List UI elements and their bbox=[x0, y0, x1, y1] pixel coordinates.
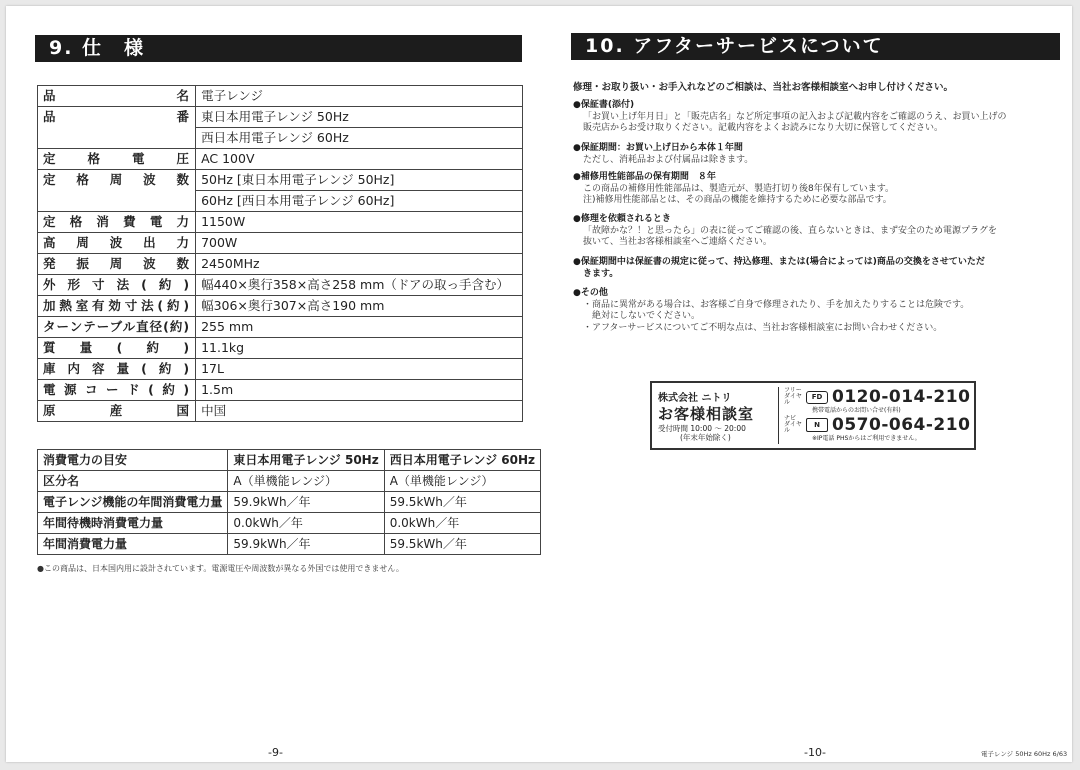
spec-row bbox=[38, 191, 523, 212]
service-section bbox=[573, 288, 1053, 334]
power-cell: A（単機能レンジ） bbox=[384, 471, 540, 492]
service-section-line: この商品の補修用性能部品は、製造元が、製造打切り後8年保有しています。 bbox=[583, 183, 895, 194]
spec-label bbox=[38, 128, 196, 149]
customer-desk-title: お客様相談室 bbox=[658, 405, 755, 423]
page-number-left: -9- bbox=[268, 746, 283, 759]
spec-value: 電子レンジ bbox=[196, 86, 523, 107]
spec-label: 加熱室有効寸法(約) bbox=[38, 296, 196, 317]
service-section-title: ●補修用性能部品の保有期間 ８年 bbox=[573, 172, 716, 182]
power-header-cell: 消費電力の目安 bbox=[38, 450, 228, 471]
after-service-heading: 10. アフターサービスについて bbox=[571, 33, 1060, 60]
spec-label: 庫内容量(約) bbox=[38, 359, 196, 380]
service-section-line: ・商品に異常がある場合は、お客様ご自身で修理されたり、手を加えたりすることは危険です。 bbox=[583, 299, 970, 310]
power-cell: 59.5kWh／年 bbox=[384, 534, 540, 555]
spec-label: 高周波出力 bbox=[38, 233, 196, 254]
company-name: 株式会社 ニトリ bbox=[658, 393, 732, 404]
spec-row bbox=[38, 149, 523, 170]
spec-label: 原産国 bbox=[38, 401, 196, 422]
manual-spread bbox=[6, 6, 1072, 762]
spec-value: 1150W bbox=[196, 212, 523, 233]
freedial-number: 0120-014-210 bbox=[832, 387, 971, 407]
navidial-icon: N bbox=[806, 418, 828, 432]
spec-row bbox=[38, 359, 523, 380]
spec-row bbox=[38, 233, 523, 254]
spec-value: 東日本用電子レンジ 50Hz bbox=[196, 107, 523, 128]
service-section bbox=[573, 257, 1053, 280]
spec-value: 1.5m bbox=[196, 380, 523, 401]
power-row bbox=[38, 471, 541, 492]
power-row bbox=[38, 513, 541, 534]
power-header-cell: 西日本用電子レンジ 60Hz bbox=[384, 450, 540, 471]
power-consumption-table bbox=[37, 449, 541, 555]
after-service-intro: 修理・お取り扱い・お手入れなどのご相談は、当社お客様相談室へお申し付けください。 bbox=[573, 82, 954, 93]
power-cell: 年間消費電力量 bbox=[38, 534, 228, 555]
spec-row bbox=[38, 107, 523, 128]
spec-row bbox=[38, 338, 523, 359]
spec-value: 中国 bbox=[196, 401, 523, 422]
spec-label: 品名 bbox=[38, 86, 196, 107]
freedial-icon: FD bbox=[806, 391, 828, 404]
service-section-title: ●保証書(添付) bbox=[573, 100, 635, 110]
service-section-line: ・アフターサービスについてご不明な点は、当社お客様相談室にお問い合わせください。 bbox=[583, 322, 943, 333]
spec-row bbox=[38, 275, 523, 296]
service-section-title: ●修理を依頼されるとき bbox=[573, 214, 671, 224]
spec-row bbox=[38, 317, 523, 338]
spec-value: 700W bbox=[196, 233, 523, 254]
service-section-title: ●その他 bbox=[573, 288, 608, 298]
service-section-title: ●保証期間中は保証書の規定に従って、持込修理、または(場合によっては)商品の交換をさせていただ bbox=[573, 257, 985, 267]
spec-row bbox=[38, 380, 523, 401]
service-section-line: 絶対にしないでください。 bbox=[583, 311, 701, 321]
service-section-title: ●保証期間：お買い上げ日から本体１年間 bbox=[573, 143, 743, 153]
spec-value: 西日本用電子レンジ 60Hz bbox=[196, 128, 523, 149]
power-cell: 区分名 bbox=[38, 471, 228, 492]
power-cell: 電子レンジ機能の年間消費電力量 bbox=[38, 492, 228, 513]
power-header-row bbox=[38, 450, 541, 471]
page-number-right: -10- bbox=[804, 746, 826, 759]
spec-table bbox=[37, 85, 523, 422]
power-cell: 0.0kWh／年 bbox=[228, 513, 384, 534]
document-footer: 電子レンジ 50Hz 60Hz 6/63 bbox=[981, 750, 1068, 758]
spec-row bbox=[38, 254, 523, 275]
power-row bbox=[38, 492, 541, 513]
spec-value: AC 100V bbox=[196, 149, 523, 170]
power-cell: 年間待機時消費電力量 bbox=[38, 513, 228, 534]
spec-row bbox=[38, 212, 523, 233]
hours-note: (年末年始除く) bbox=[680, 433, 731, 442]
power-row bbox=[38, 534, 541, 555]
service-section bbox=[573, 143, 1053, 166]
spec-value: 幅440×奥行358×高さ258 mm（ドアの取っ手含む） bbox=[196, 275, 523, 296]
spec-label: ターンテーブル直径(約) bbox=[38, 317, 196, 338]
power-cell: 59.9kWh／年 bbox=[228, 492, 384, 513]
navidial-label: ナビダイヤル bbox=[784, 415, 802, 434]
power-cell: 59.5kWh／年 bbox=[384, 492, 540, 513]
spec-value: 11.1kg bbox=[196, 338, 523, 359]
spec-label: 外形寸法(約) bbox=[38, 275, 196, 296]
spec-label: 質量(約) bbox=[38, 338, 196, 359]
spec-row bbox=[38, 86, 523, 107]
spec-label: 定格消費電力 bbox=[38, 212, 196, 233]
spec-heading: 9. 仕 様 bbox=[35, 35, 522, 62]
spec-value: 50Hz [東日本用電子レンジ 50Hz] bbox=[196, 170, 523, 191]
spec-value: 17L bbox=[196, 359, 523, 380]
power-cell: A（単機能レンジ） bbox=[228, 471, 384, 492]
mobile-note: 携帯電話からのお問い合せ(有料) bbox=[812, 407, 901, 414]
service-section bbox=[573, 172, 1053, 207]
freedial-label: フリーダイヤル bbox=[784, 387, 802, 406]
spec-label: 品番 bbox=[38, 107, 196, 128]
spec-value: 2450MHz bbox=[196, 254, 523, 275]
domestic-use-note: ●この商品は、日本国内用に設計されています。電源電圧や周波数が異なる外国では使用できません。 bbox=[37, 564, 404, 573]
spec-label bbox=[38, 191, 196, 212]
contact-box bbox=[650, 381, 976, 450]
service-section-line: きます。 bbox=[583, 268, 619, 279]
spec-row bbox=[38, 170, 523, 191]
spec-value: 60Hz [西日本用電子レンジ 60Hz] bbox=[196, 191, 523, 212]
service-section-line: 「お買い上げ年月日」と「販売店名」など所定事項の記入および記載内容をご確認のうえ、お買い上げの bbox=[583, 111, 1007, 122]
contact-divider bbox=[778, 387, 779, 444]
spec-value: 255 mm bbox=[196, 317, 523, 338]
power-header-cell: 東日本用電子レンジ 50Hz bbox=[228, 450, 384, 471]
ip-phone-note: ※IP電話 PHSからはご利用できません。 bbox=[812, 435, 921, 442]
reception-hours: 受付時間 10:00 〜 20:00 bbox=[658, 424, 746, 433]
spec-row bbox=[38, 401, 523, 422]
service-section-line: 販売店からお受け取りください。記載内容をよくお読みになり大切に保管してください。 bbox=[583, 123, 944, 133]
power-cell: 59.9kWh／年 bbox=[228, 534, 384, 555]
service-section-line: 「故障かな？！と思ったら」の表に従ってご確認の後、直らないときは、まず安全のため電源プラグを bbox=[583, 225, 998, 236]
spec-label: 定格周波数 bbox=[38, 170, 196, 191]
service-section-line: 注)補修用性能部品とは、その商品の機能を維持するために必要な部品です。 bbox=[583, 195, 892, 205]
service-section-line: 抜いて、当社お客様相談室へご連絡ください。 bbox=[583, 237, 772, 247]
service-section-line: ただし、消耗品および付属品は除きます。 bbox=[583, 154, 754, 165]
service-section bbox=[573, 214, 1053, 249]
spec-label: 定格電圧 bbox=[38, 149, 196, 170]
spec-row bbox=[38, 128, 523, 149]
spec-label: 発振周波数 bbox=[38, 254, 196, 275]
service-section bbox=[573, 100, 1053, 135]
navidial-number: 0570-064-210 bbox=[832, 415, 971, 435]
spec-row bbox=[38, 296, 523, 317]
spec-value: 幅306×奥行307×高さ190 mm bbox=[196, 296, 523, 317]
power-cell: 0.0kWh／年 bbox=[384, 513, 540, 534]
spec-label: 電源コード(約) bbox=[38, 380, 196, 401]
